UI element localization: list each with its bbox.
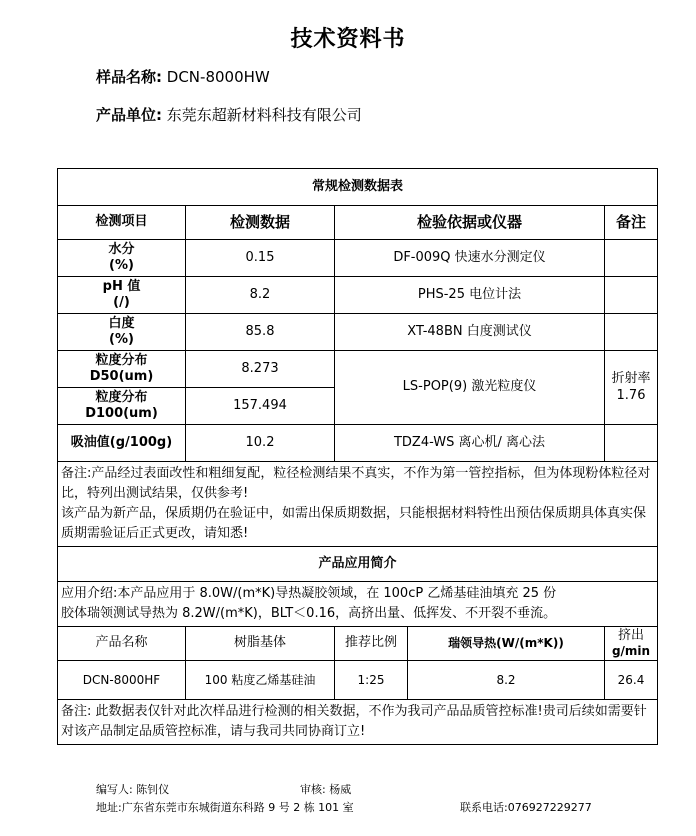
table-row <box>58 351 658 388</box>
row-method: TDZ4-WS 离心机/ 离心法 <box>335 425 605 462</box>
note-line: 该产品为新产品，保质期仍在验证中，如需出保质期数据，只能根据材料特性出预估保质期具体真实保质期需验证后正式更改，请知悉! <box>61 506 647 541</box>
row-remark <box>605 425 658 462</box>
app-header-ratio: 推荐比例 <box>335 627 408 661</box>
app-header-conductivity: 瑞领导热(W/(m*K)) <box>408 627 605 661</box>
test-section-title: 常规检测数据表 <box>58 169 658 206</box>
app-product-name: DCN-8000HF <box>58 661 186 700</box>
app-header-name: 产品名称 <box>58 627 186 661</box>
product-unit-label: 产品单位: <box>96 106 162 124</box>
row-remark <box>605 277 658 314</box>
row-remark <box>605 240 658 277</box>
app-header-resin: 树脂基体 <box>186 627 335 661</box>
item-unit: (%) <box>109 332 134 347</box>
table-row <box>58 240 658 277</box>
test-note-row <box>58 462 658 547</box>
product-unit-value: 东莞东超新材料科技有限公司 <box>166 106 362 124</box>
header-method: 检验依据或仪器 <box>335 206 605 240</box>
item-name: 吸油值(g/100g) <box>70 434 173 450</box>
table-row <box>58 277 658 314</box>
intro-line: 胶体瑞领测试导热为 8.2W/(m*K)，BLT＜0.16，高挤出量、低挥发、不开裂不垂流。 <box>61 606 557 621</box>
spec-table <box>57 168 658 745</box>
app-extrusion: 26.4 <box>605 661 658 700</box>
document-title: 技术资料书 <box>290 27 406 52</box>
row-item-label <box>58 388 186 425</box>
item-name: pH 值 <box>102 278 141 294</box>
item-unit: (/) <box>113 295 130 310</box>
header-remark: 备注 <box>605 206 658 240</box>
extrusion-unit: g/min <box>611 644 651 659</box>
intro-line: 应用介绍:本产品应用于 8.0W/(m*K)导热凝胶领域，在 100cP 乙烯基硅油填充 25 份 <box>61 586 557 601</box>
table-row <box>58 425 658 462</box>
row-item-label <box>58 425 186 462</box>
header-item: 检测项目 <box>58 206 186 240</box>
sample-name-value: DCN-8000HW <box>166 68 270 86</box>
sample-name <box>96 66 270 87</box>
phone: 联系电话:076927229277 <box>460 801 592 814</box>
remark-line: 折射率 <box>611 371 651 387</box>
note-line: 备注:产品经过表面改性和粗细复配，粒径检测结果不真实，不作为第一管控指标，但为体现粉体粒径对比，特列出测试结果，仅供参考! <box>61 466 651 501</box>
row-value: 0.15 <box>186 240 335 277</box>
row-method: XT-48BN 白度测试仪 <box>335 314 605 351</box>
row-item-label <box>58 240 186 277</box>
row-method: DF-009Q 快速水分测定仪 <box>335 240 605 277</box>
item-name: 白度 <box>108 315 135 331</box>
app-header-extrusion <box>605 627 658 661</box>
row-item-label <box>58 314 186 351</box>
app-intro <box>58 582 658 627</box>
item-name: 粒度分布 <box>95 389 148 405</box>
app-conductivity: 8.2 <box>408 661 605 700</box>
row-value: 8.2 <box>186 277 335 314</box>
row-method: LS-POP(9) 激光粒度仪 <box>335 351 605 425</box>
product-unit <box>96 104 362 125</box>
app-resin: 100 粘度乙烯基硅油 <box>186 661 335 700</box>
sample-name-label: 样品名称: <box>96 68 162 86</box>
test-note <box>58 462 658 547</box>
row-item-label <box>58 277 186 314</box>
row-value: 157.494 <box>186 388 335 425</box>
item-name: 粒度分布 <box>95 352 148 368</box>
app-note: 备注: 此数据表仅针对此次样品进行检测的相关数据，不作为我司产品品质管控标准!贵司后续如需要针对该产品制定品质管控标准，请与我司共同协商订立! <box>58 700 658 745</box>
row-value: 10.2 <box>186 425 335 462</box>
test-header-row <box>58 206 658 240</box>
app-section-title: 产品应用简介 <box>58 547 658 582</box>
item-unit: D50(um) <box>89 369 154 384</box>
extrusion-label: 挤出 <box>618 627 645 643</box>
app-data-row <box>58 661 658 700</box>
table-row <box>58 314 658 351</box>
app-ratio: 1:25 <box>335 661 408 700</box>
remark-line: 1.76 <box>616 387 646 403</box>
auditor: 审核: 杨威 <box>300 783 352 796</box>
item-unit: (%) <box>109 258 134 273</box>
address: 地址:广东省东莞市东城街道东科路 9 号 2 栋 101 室 <box>96 801 354 814</box>
row-value: 85.8 <box>186 314 335 351</box>
row-value: 8.273 <box>186 351 335 388</box>
row-remark <box>605 351 658 425</box>
row-remark <box>605 314 658 351</box>
app-intro-row <box>58 582 658 627</box>
item-unit: D100(um) <box>85 406 158 421</box>
item-name: 水分 <box>108 241 135 257</box>
author: 编写人: 陈钊仪 <box>96 783 170 796</box>
row-item-label <box>58 351 186 388</box>
row-method: PHS-25 电位计法 <box>335 277 605 314</box>
app-note-row <box>58 700 658 745</box>
header-data: 检测数据 <box>186 206 335 240</box>
app-header-row <box>58 627 658 661</box>
